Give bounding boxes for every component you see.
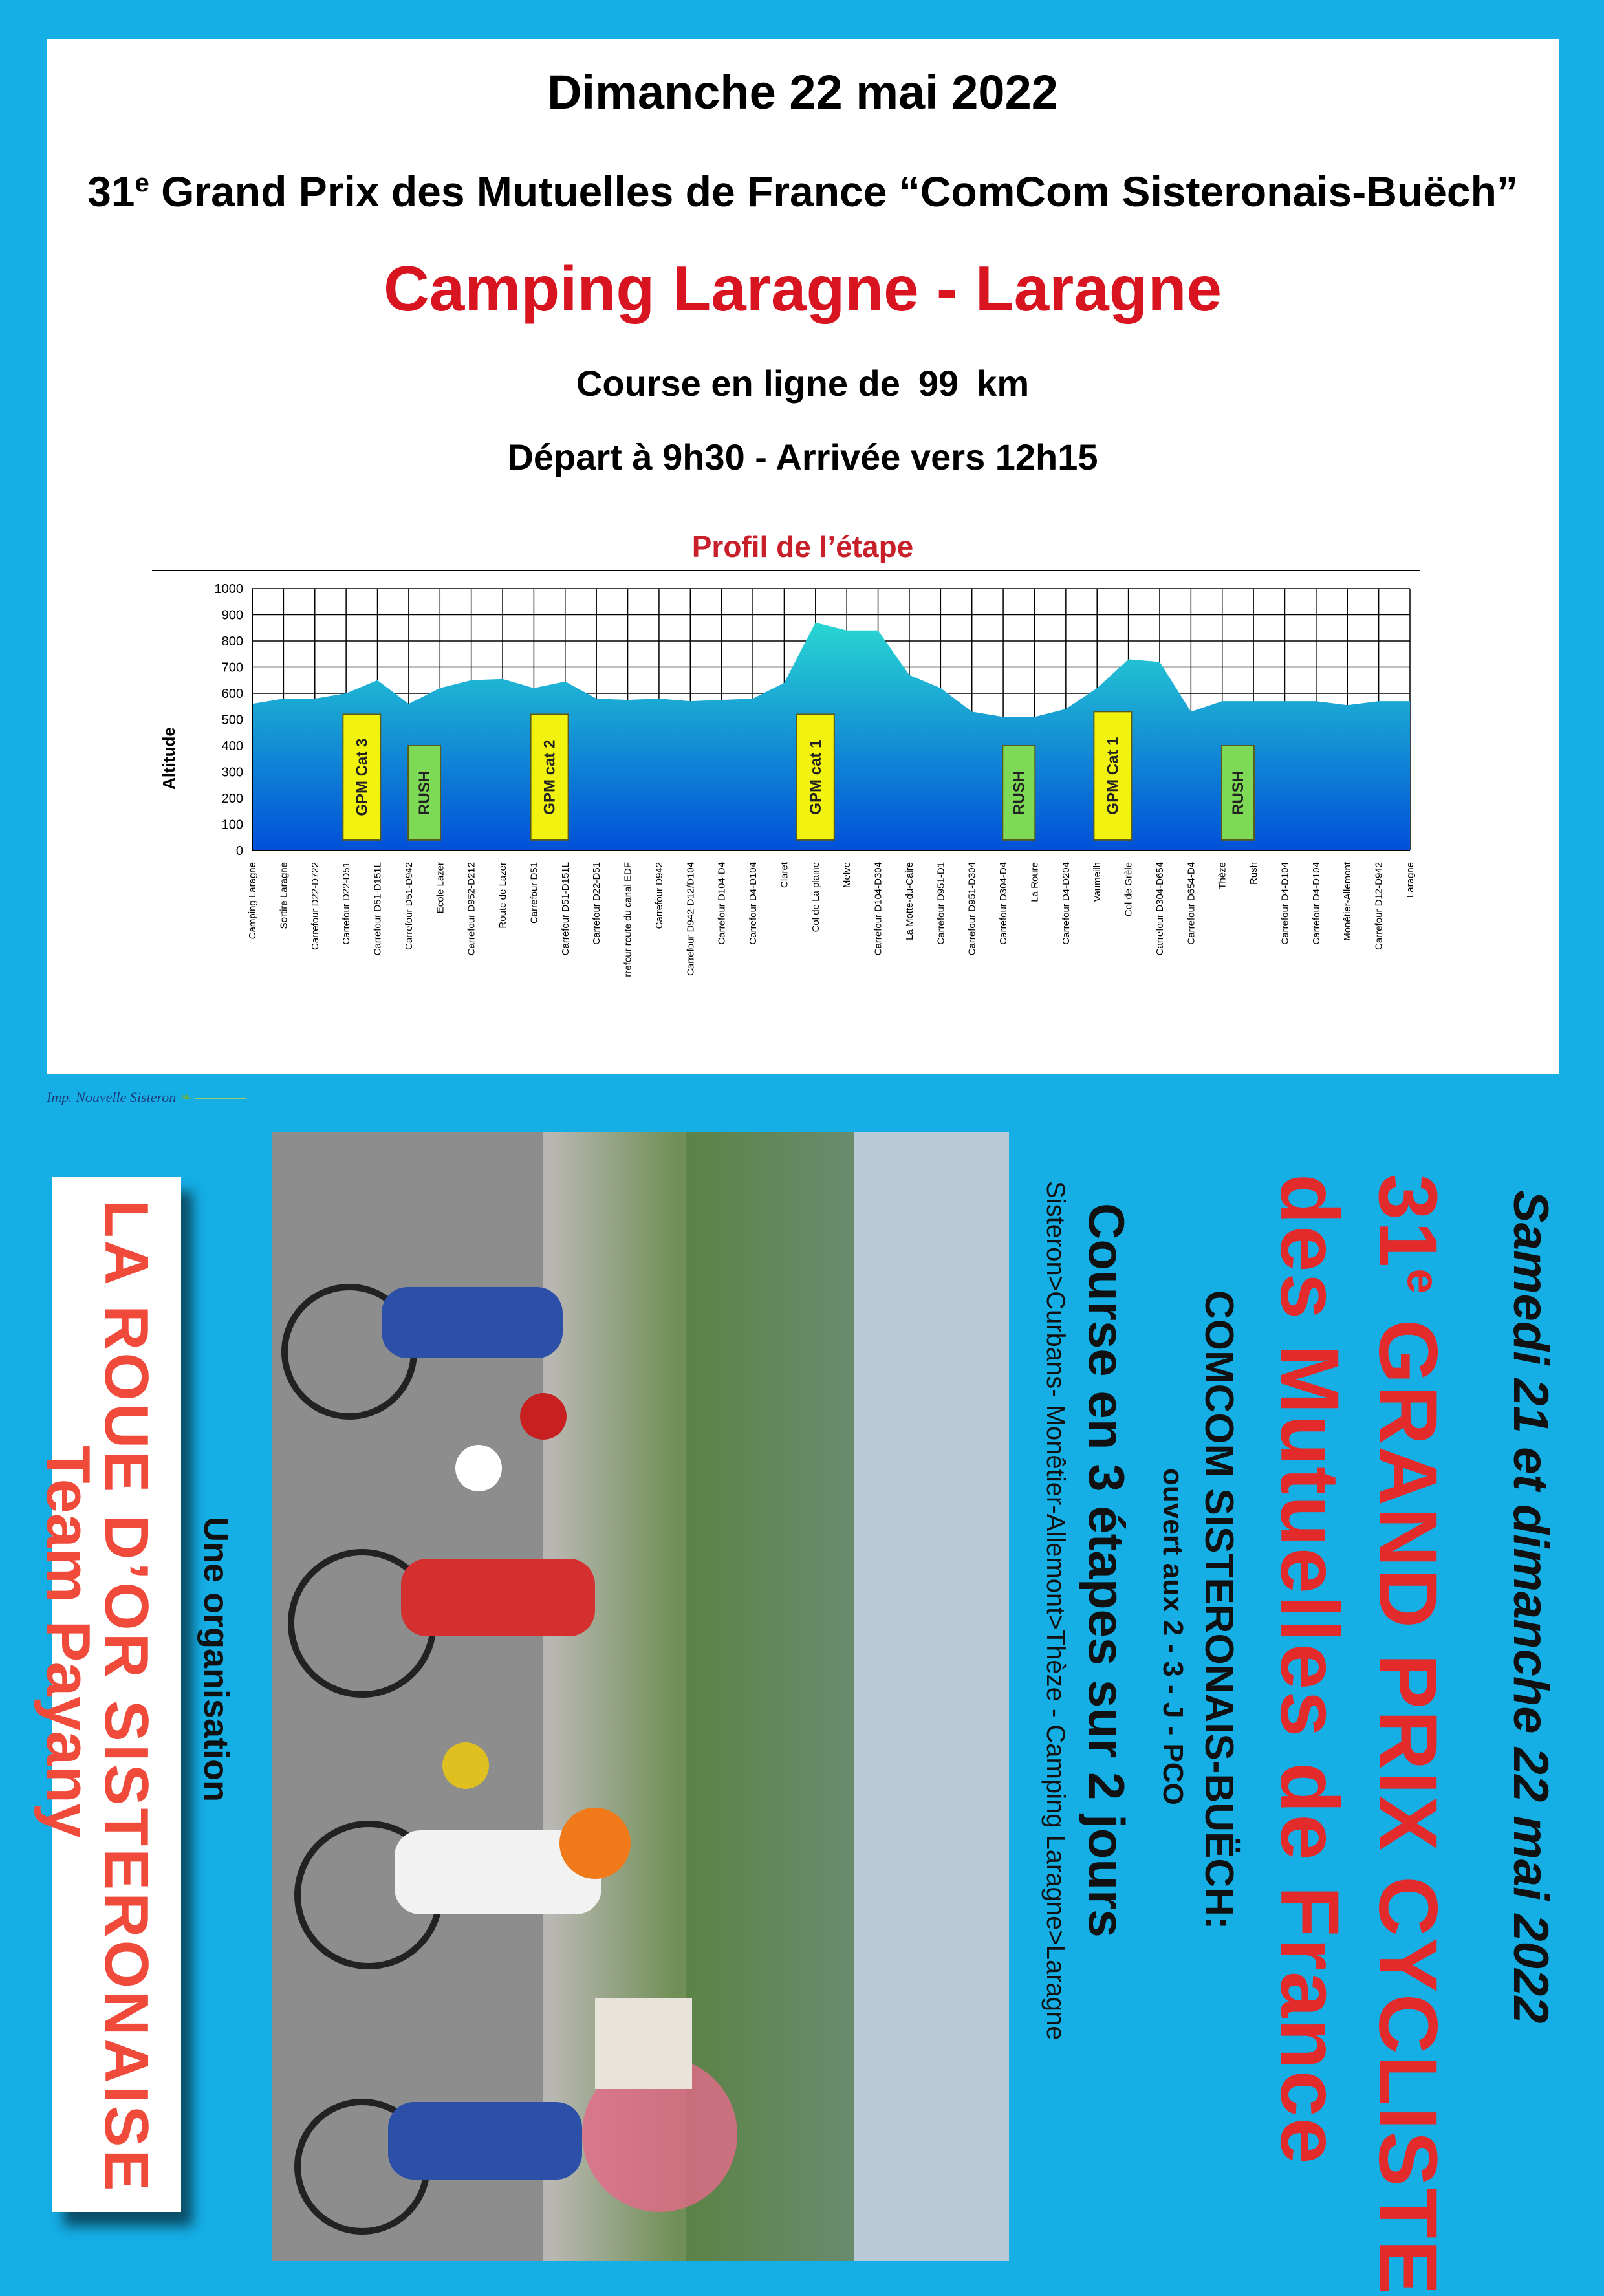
x-tick-label: Carrefour D304-D654 <box>1154 862 1165 956</box>
rider-shape <box>382 1287 563 1358</box>
x-tick-label: Carrefour D942 <box>653 862 665 929</box>
x-tick-label: Col de La plaine <box>810 862 821 933</box>
building-shape <box>595 1998 692 2089</box>
x-tick-label: Carrefour D22-D722 <box>309 862 321 950</box>
chart-title: Profil de l’étape <box>691 530 914 563</box>
peloton-photo <box>272 1132 1009 2261</box>
y-tick-label: 300 <box>221 765 243 780</box>
course-prefix: Course en ligne de <box>576 363 900 404</box>
x-tick-label: Carrefour D304-D4 <box>998 862 1010 945</box>
badge-label: RUSH <box>1229 770 1247 815</box>
badge-label: GPM Cat 1 <box>1104 737 1122 815</box>
stage-title: Camping Laragne - Laragne <box>383 253 1222 324</box>
organizer-name: LA ROUE D’OR SISTERONAISE <box>92 1200 161 2194</box>
x-tick-label: Camping Laragne <box>247 862 258 940</box>
x-tick-label: La Roure <box>1029 862 1041 902</box>
x-tick-label: Claret <box>779 862 790 889</box>
y-tick-label: 700 <box>221 660 243 675</box>
cyclists-illustration <box>272 1132 1009 2261</box>
x-tick-label: Carrefour D951-D1 <box>935 862 947 945</box>
y-tick-label: 800 <box>221 634 243 649</box>
printer-credit <box>47 1089 246 1106</box>
badge-label: RUSH <box>1010 770 1028 815</box>
x-tick-label: Laragne <box>1405 862 1416 898</box>
x-tick-label: Rush <box>1248 862 1260 885</box>
gp-name: Grand Prix des Mutuelles de France “ComCom Sisteronais-Buëch” <box>161 168 1518 215</box>
x-tick-label: Carrefour D104-D4 <box>716 862 728 945</box>
x-tick-label: rrefour route du canal EDF <box>622 862 634 977</box>
badge-label: GPM cat 2 <box>541 739 559 815</box>
helmet-shape <box>455 1445 502 1491</box>
event-format: Course en 3 étapes sur 2 jours <box>1078 1203 1135 1938</box>
event-dates: Samedi 21 et dimanche 22 mai 2022 <box>1503 1190 1558 2024</box>
y-tick-label: 0 <box>235 844 243 858</box>
x-tick-label: Ecole Lazer <box>435 862 446 914</box>
x-tick-label: Col de Grèle <box>1123 862 1134 917</box>
x-tick-label: Carrefour D51-D151L <box>559 862 571 956</box>
x-tick-label: Carrefour D22-D51 <box>591 862 603 945</box>
printer-name: Imp. Nouvelle Sisteron <box>47 1089 177 1105</box>
x-tick-label: Sortire Laragne <box>278 862 290 929</box>
rider-shape <box>401 1559 595 1636</box>
x-tick-label: Carrefour D951-D304 <box>966 862 978 956</box>
y-tick-label: 200 <box>221 792 243 806</box>
grand-prix-title <box>47 167 1559 216</box>
organizer-team: Team Payany <box>34 1446 103 1838</box>
course-unit: km <box>977 363 1030 404</box>
x-tick-label: La Motte-du-Caire <box>904 862 915 940</box>
x-tick-label: Vaumeilh <box>1092 862 1103 902</box>
helmet-shape <box>559 1808 631 1879</box>
x-tick-label: Carrefour D4-D104 <box>748 862 759 945</box>
event-number: 31 <box>1361 1174 1454 1269</box>
gp-suffix: e <box>135 169 149 197</box>
event-title-1: GRAND PRIX CYCLISTE <box>1361 1319 1454 2296</box>
x-tick-label: Carrefour D51-D151L <box>372 862 384 956</box>
race-schedule: Départ à 9h30 - Arrivée vers 12h15 <box>507 437 1098 477</box>
rider-shape <box>388 2102 582 2180</box>
race-date: Dimanche 22 mai 2022 <box>547 65 1058 119</box>
event-title-line2: des Mutuelles de France <box>1263 1174 1356 2165</box>
course-distance <box>47 362 1559 404</box>
helmet-shape <box>442 1742 489 1789</box>
x-tick-label: Carrefour D654-D4 <box>1186 862 1197 945</box>
organizer-intro: Une organisation <box>197 1517 235 1803</box>
x-tick-label: Carrefour D952-D212 <box>466 862 477 956</box>
y-tick-label: 400 <box>221 739 243 753</box>
y-tick-label: 600 <box>221 687 243 701</box>
y-tick-label: 500 <box>221 713 243 728</box>
gp-number: 31 <box>87 168 135 215</box>
course-km: 99 <box>918 363 959 404</box>
printer-logo-line <box>195 1098 246 1099</box>
event-route: Sisteron>Curbans- Monêtier-Allemont>Thèze - Camping Laragne>Laragne <box>1041 1181 1070 2041</box>
event-categories: ouvert aux 2 - 3 - J - PCO <box>1157 1468 1189 1805</box>
x-tick-label: Carrefour D12-D942 <box>1373 862 1385 950</box>
y-tick-label: 1000 <box>214 582 243 596</box>
badge-label: RUSH <box>416 770 434 815</box>
y-axis-label: Altitude <box>159 727 179 790</box>
event-sponsor: COMCOM SISTERONAIS-BUËCH: <box>1197 1290 1241 1930</box>
event-title-line1 <box>1360 1174 1455 2296</box>
y-tick-label: 100 <box>221 818 243 832</box>
x-tick-label: Carrefour D4-D104 <box>1279 862 1291 945</box>
x-tick-label: Monêtier-Allemont <box>1342 862 1354 941</box>
badge-label: GPM cat 1 <box>807 739 825 815</box>
badge-label: GPM Cat 3 <box>353 738 371 816</box>
x-tick-label: Melve <box>841 862 853 889</box>
x-tick-label: Carrefour D51 <box>528 862 540 924</box>
x-tick-label: Carrefour D104-D304 <box>872 862 884 956</box>
x-tick-label: Carrefour D51-D942 <box>403 862 415 950</box>
x-tick-label: Carrefour D22-D51 <box>341 862 352 945</box>
sky-shape <box>854 1132 1009 2261</box>
stage-profile-chart <box>136 563 1429 1067</box>
x-tick-label: Thèze <box>1217 862 1228 889</box>
y-tick-label: 900 <box>221 608 243 623</box>
x-tick-label: Carrefour D4-D204 <box>1060 862 1072 945</box>
x-tick-label: Carrefour D942-D12/D104 <box>685 862 697 976</box>
helmet-shape <box>520 1393 567 1440</box>
x-tick-label: Route de Lazer <box>497 862 509 929</box>
leaf-icon: ❧ <box>180 1089 192 1105</box>
x-tick-label: Carrefour D4-D104 <box>1310 862 1322 945</box>
event-suffix: e <box>1398 1268 1449 1295</box>
